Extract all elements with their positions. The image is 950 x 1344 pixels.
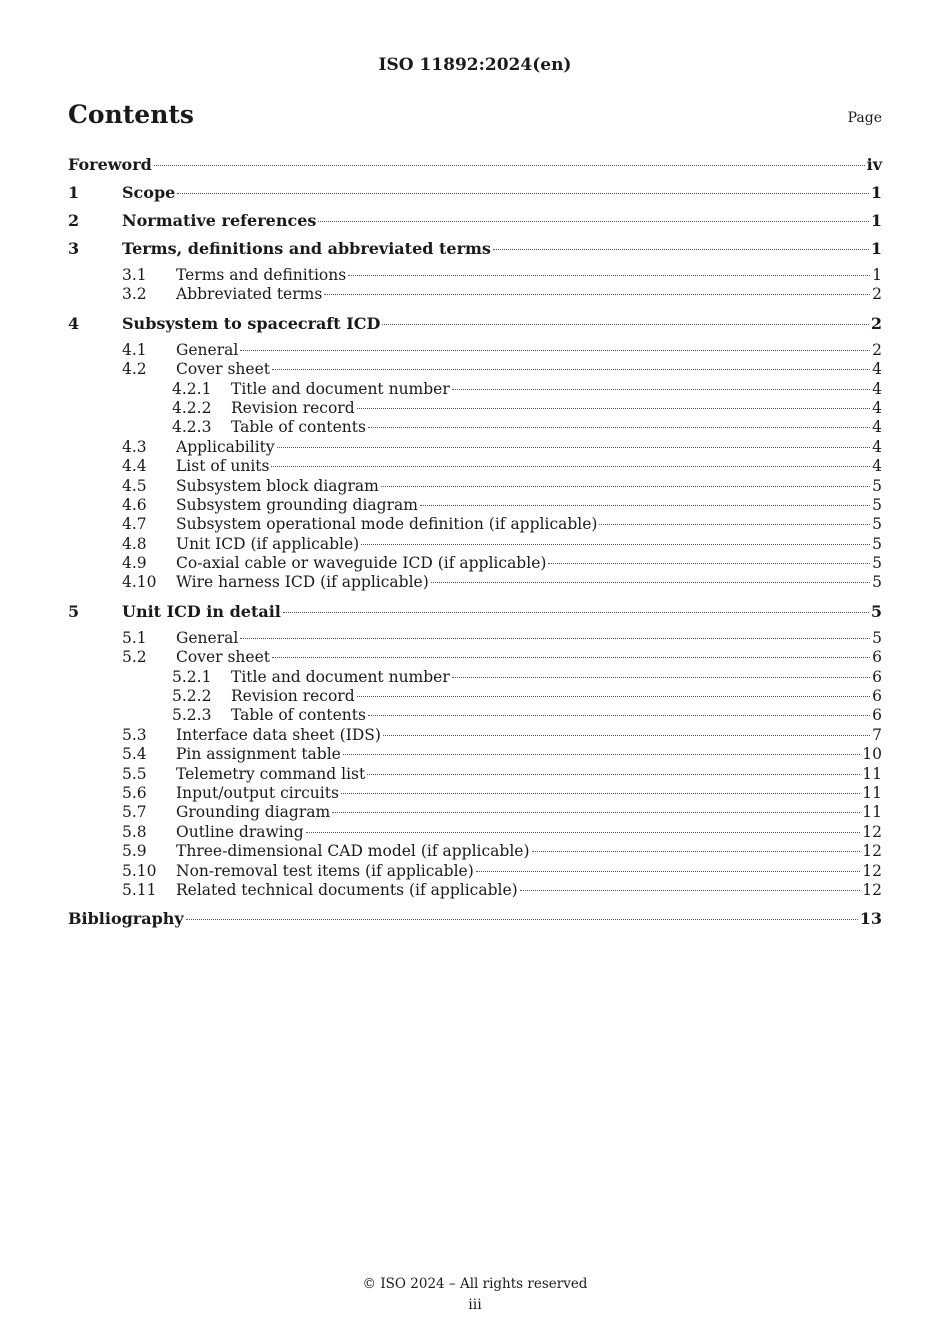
dot-leader	[532, 851, 861, 852]
toc-entry-label: Three-dimensional CAD model (if applicable)	[176, 842, 530, 861]
toc-entry-label: Table of contents	[231, 706, 366, 725]
toc-entry[interactable]	[68, 784, 882, 803]
toc-entry[interactable]	[68, 360, 882, 379]
toc-entry[interactable]	[68, 648, 882, 667]
toc-entry-label: Cover sheet	[176, 360, 270, 379]
dot-leader	[476, 871, 861, 872]
toc-entry[interactable]	[68, 601, 882, 629]
toc-entry-label: Title and document number	[231, 379, 450, 398]
toc-entry-page: 1	[872, 266, 882, 284]
toc-entry[interactable]	[68, 726, 882, 745]
toc-entry-label: Non-removal test items (if applicable)	[176, 861, 474, 880]
toc-entry-number: 5.7	[122, 803, 147, 822]
toc-entry-page: 5	[872, 495, 882, 514]
toc-entry-label: Table of contents	[231, 418, 366, 437]
toc-entry-number: 4.4	[122, 457, 147, 476]
toc-entry-number: 2	[68, 211, 80, 230]
dot-leader	[324, 294, 870, 295]
toc-entry[interactable]	[68, 438, 882, 457]
page-column-label: Page	[847, 110, 882, 126]
toc-entry[interactable]	[68, 803, 882, 822]
toc-entry-page: 7	[872, 725, 882, 744]
toc-entry-number: 4.5	[122, 476, 147, 495]
toc-entry[interactable]	[68, 313, 882, 341]
toc-entry[interactable]	[68, 554, 882, 573]
toc-entry-page: 4	[872, 418, 882, 437]
toc-entry-label: Revision record	[231, 398, 355, 417]
dot-leader	[599, 524, 870, 525]
toc-entry-number: 4.10	[122, 573, 157, 592]
toc-entry[interactable]	[68, 908, 882, 936]
toc-entry-label: Terms, definitions and abbreviated terms	[122, 239, 491, 258]
dot-leader	[277, 447, 870, 448]
dot-leader	[368, 715, 870, 716]
toc-entry-label: Telemetry command list	[176, 764, 366, 783]
toc-entry[interactable]	[68, 573, 882, 592]
toc-entry-label: Normative references	[122, 211, 317, 230]
toc-entry-label: Scope	[122, 183, 176, 202]
toc-entry-number: 5	[68, 601, 80, 621]
toc-entry-page: 6	[872, 706, 882, 725]
dot-leader	[367, 774, 860, 775]
toc-entry[interactable]	[68, 496, 882, 515]
toc-entry-label: Subsystem grounding diagram	[176, 495, 418, 514]
toc-entry-number: 4.8	[122, 534, 147, 553]
toc-entry-page: 11	[862, 764, 882, 783]
toc-entry-page: 5	[872, 573, 882, 592]
toc-entry-label: Unit ICD in detail	[122, 601, 281, 621]
toc-entry-page: 12	[862, 880, 882, 899]
toc-entry[interactable]	[68, 380, 882, 399]
dot-leader	[368, 427, 870, 428]
toc-entry-number: 5.1	[122, 628, 147, 647]
toc-entry[interactable]	[68, 765, 882, 784]
dot-leader	[382, 324, 869, 325]
toc-entry[interactable]	[68, 515, 882, 534]
toc-entry-page: 12	[862, 861, 882, 880]
toc-entry-page: 4	[872, 457, 882, 476]
toc-entry[interactable]	[68, 629, 882, 648]
toc-entry-label: List of units	[176, 457, 270, 476]
dot-leader	[361, 544, 870, 545]
toc-entry-number: 3.1	[122, 266, 147, 284]
toc-entry-label: General	[176, 628, 239, 647]
toc-entry-page: 1	[870, 211, 882, 230]
toc-entry-number: 4.6	[122, 495, 147, 514]
toc-entry-page: 12	[862, 842, 882, 861]
toc-entry-page: 5	[870, 601, 882, 621]
toc-entry-page: 11	[862, 803, 882, 822]
toc-entry-label: Title and document number	[231, 667, 450, 686]
toc-entry-page: 10	[862, 745, 882, 764]
toc-entry-label: Outline drawing	[176, 822, 304, 841]
toc-entry[interactable]	[68, 687, 882, 706]
toc-entry-number: 4	[68, 313, 80, 333]
toc-entry-number: 5.6	[122, 783, 147, 802]
toc-entry-page: 2	[872, 285, 882, 304]
toc-entry-label: Unit ICD (if applicable)	[176, 534, 360, 553]
toc-entry-number: 5.8	[122, 822, 147, 841]
toc-entry-page: 5	[872, 628, 882, 647]
toc-entry-page: 12	[862, 822, 882, 841]
toc-entry-number: 4.1	[122, 340, 147, 359]
toc-entry-number: 5.2.1	[172, 667, 212, 686]
contents-title: Contents	[68, 100, 195, 129]
dot-leader	[381, 486, 870, 487]
dot-leader	[520, 890, 861, 891]
dot-leader	[240, 638, 870, 639]
toc-entry-page: 2	[872, 340, 882, 359]
toc-entry-page: 5	[872, 534, 882, 553]
toc-entry-page: 4	[872, 379, 882, 398]
toc-entry-label: Interface data sheet (IDS)	[176, 725, 381, 744]
toc-entry-label: Wire harness ICD (if applicable)	[176, 573, 429, 592]
toc-entry-number: 4.2.3	[172, 418, 212, 437]
dot-leader	[332, 812, 860, 813]
toc-entry-label: Cover sheet	[176, 648, 270, 667]
toc-entry[interactable]	[68, 862, 882, 881]
toc-entry[interactable]	[68, 668, 882, 687]
toc-entry[interactable]	[68, 745, 882, 764]
dot-leader	[452, 389, 870, 390]
toc-entry-label: Abbreviated terms	[176, 285, 323, 304]
toc-entry-number: 4.9	[122, 554, 147, 573]
toc-entry-label: Terms and definitions	[176, 266, 347, 284]
toc-entry[interactable]	[68, 706, 882, 725]
toc-entry[interactable]	[68, 881, 882, 900]
dot-leader	[452, 677, 870, 678]
toc-entry-number: 4.2.2	[172, 398, 212, 417]
toc-entry-number: 4.2	[122, 360, 147, 379]
dot-leader	[272, 369, 870, 370]
toc-entry-number: 4.7	[122, 515, 147, 534]
toc-entry-number: 3	[68, 239, 80, 258]
dot-leader	[420, 505, 870, 506]
toc-entry-number: 5.11	[122, 880, 157, 899]
dot-leader	[271, 466, 870, 467]
toc-entry[interactable]	[68, 341, 882, 360]
toc-entry-number: 5.9	[122, 842, 147, 861]
toc-entry-label: Subsystem operational mode definition (if applicable)	[176, 515, 598, 534]
toc-entry-page: 6	[872, 667, 882, 686]
dot-leader	[383, 735, 870, 736]
dot-leader	[154, 165, 865, 166]
toc-entry-page: 5	[872, 515, 882, 534]
dot-leader	[548, 563, 870, 564]
table-of-contents	[68, 154, 882, 936]
toc-entry-label: Applicability	[176, 437, 275, 456]
toc-entry[interactable]	[68, 210, 882, 238]
toc-entry-number: 5.3	[122, 725, 147, 744]
toc-entry-number: 4.2.1	[172, 379, 212, 398]
toc-entry-page: 11	[862, 783, 882, 802]
page-number: iii	[468, 1297, 482, 1313]
toc-entry-page: 6	[872, 687, 882, 706]
toc-entry-label: Revision record	[231, 687, 355, 706]
toc-entry-page: 2	[870, 313, 882, 333]
toc-entry-label: Pin assignment table	[176, 745, 341, 764]
toc-entry[interactable]	[68, 399, 882, 418]
toc-entry-label: Related technical documents (if applicable)	[176, 880, 518, 899]
toc-entry-label: Grounding diagram	[176, 803, 331, 822]
toc-entry-page: 5	[872, 476, 882, 495]
toc-entry-label: Foreword	[68, 155, 152, 174]
toc-entry-number: 4.3	[122, 437, 147, 456]
toc-entry[interactable]	[68, 535, 882, 554]
toc-entry-label: Co-axial cable or waveguide ICD (if applicable)	[176, 554, 547, 573]
dot-leader	[357, 696, 870, 697]
toc-entry-number: 1	[68, 183, 80, 202]
document-id-header: ISO 11892:2024(en)	[378, 55, 572, 75]
dot-leader	[177, 193, 869, 194]
toc-entry[interactable]	[68, 238, 882, 266]
dot-leader	[186, 919, 858, 920]
copyright-footer: © ISO 2024 – All rights reserved	[362, 1276, 588, 1292]
toc-entry-page: 13	[859, 909, 882, 929]
toc-entry-page: 1	[870, 183, 882, 202]
toc-entry[interactable]	[68, 823, 882, 842]
toc-entry[interactable]	[68, 266, 882, 285]
toc-entry-number: 5.10	[122, 861, 157, 880]
toc-entry-label: General	[176, 340, 239, 359]
toc-entry-label: Input/output circuits	[176, 783, 339, 802]
toc-entry-number: 5.2.2	[172, 687, 212, 706]
dot-leader	[431, 582, 870, 583]
toc-entry[interactable]	[68, 842, 882, 861]
toc-entry-page: 4	[872, 398, 882, 417]
toc-entry-page: 1	[870, 239, 882, 258]
dot-leader	[272, 657, 870, 658]
toc-entry-label: Subsystem block diagram	[176, 476, 379, 495]
dot-leader	[341, 793, 860, 794]
dot-leader	[240, 350, 870, 351]
toc-entry-page: 6	[872, 648, 882, 667]
toc-entry-page: iv	[866, 155, 882, 174]
toc-entry-number: 5.4	[122, 745, 147, 764]
toc-entry-page: 4	[872, 360, 882, 379]
toc-entry-label: Bibliography	[68, 909, 184, 929]
toc-entry-number: 5.2.3	[172, 706, 212, 725]
toc-entry[interactable]	[68, 457, 882, 476]
toc-entry[interactable]	[68, 418, 882, 437]
dot-leader	[283, 612, 869, 613]
toc-entry-number: 5.5	[122, 764, 147, 783]
toc-entry[interactable]	[68, 154, 882, 182]
toc-entry[interactable]	[68, 477, 882, 496]
toc-entry-number: 5.2	[122, 648, 147, 667]
dot-leader	[343, 754, 860, 755]
dot-leader	[493, 249, 869, 250]
dot-leader	[318, 221, 868, 222]
dot-leader	[348, 275, 870, 276]
dot-leader	[306, 832, 861, 833]
toc-entry[interactable]	[68, 285, 882, 304]
toc-entry-page: 4	[872, 437, 882, 456]
toc-entry-page: 5	[872, 554, 882, 573]
toc-entry-number: 3.2	[122, 285, 147, 304]
toc-entry-label: Subsystem to spacecraft ICD	[122, 313, 381, 333]
toc-entry[interactable]	[68, 182, 882, 210]
dot-leader	[357, 408, 870, 409]
